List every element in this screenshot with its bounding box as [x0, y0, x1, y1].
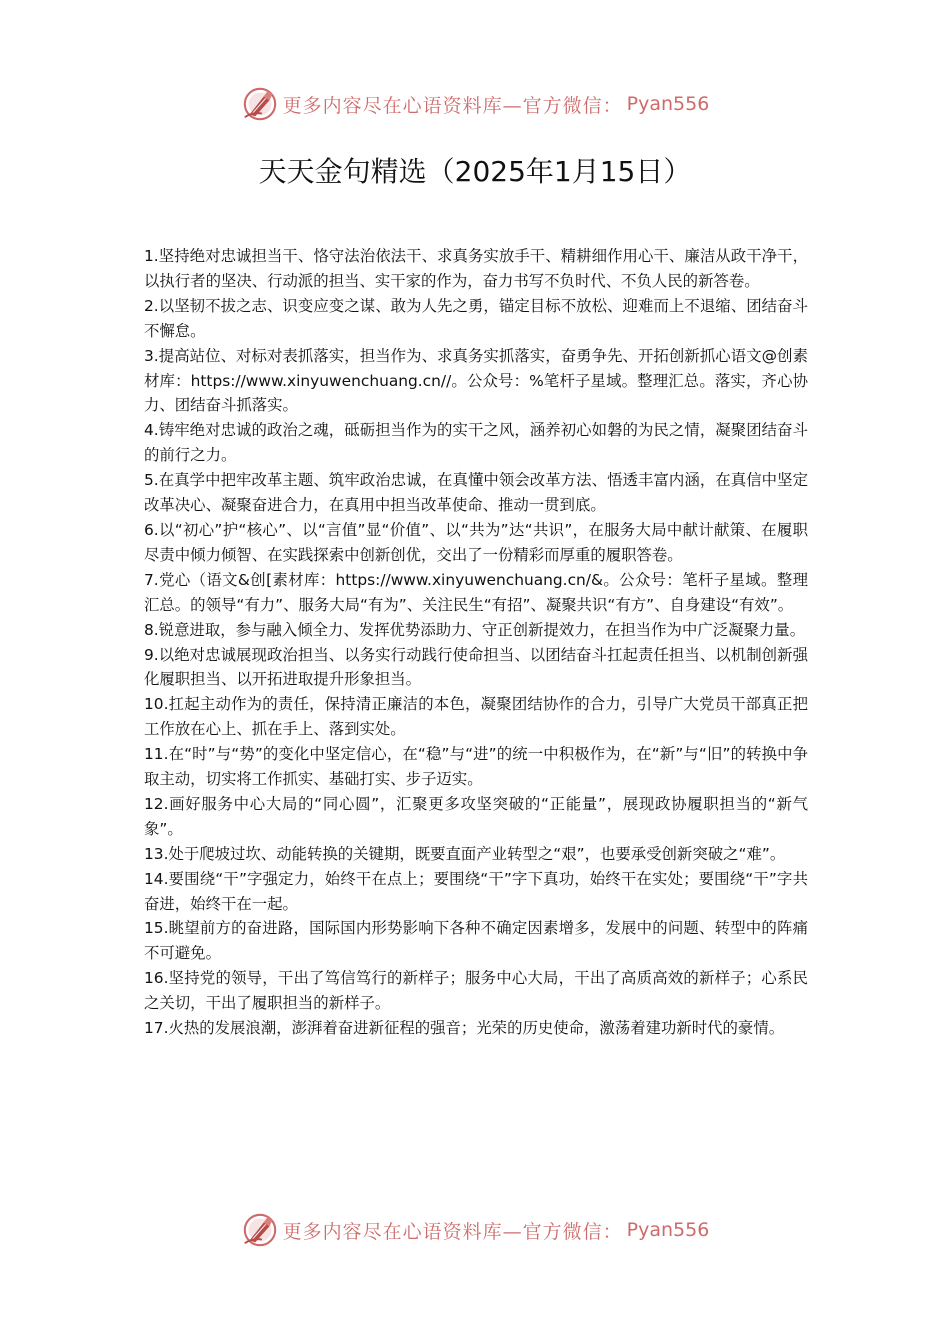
banner-wechat-id: Pyan556: [626, 1219, 710, 1241]
quote-item: 7.党心（语文&创[素材库：https://www.xinyuwenchuang.cn/&。公众号：笔杆子星域。整理汇总。的领导“有力”、服务大局“有为”、关注民生“有招”、凝聚共识“有方”、自身建设“有效”。: [144, 570, 808, 614]
quote-item: 4.铸牢绝对忠诚的政治之魂，砥砺担当作为的实干之风，涵养初心如磐的为民之情，凝聚团结奋斗的前行之力。: [144, 421, 808, 465]
banner-text: 更多内容尽在心语资料库—官方微信：: [282, 94, 623, 117]
quote-item: 13.处于爬坡过坎、动能转换的关键期，既要直面产业转型之“艰”，也要承受创新突破之“难”。: [144, 844, 786, 863]
footer-banner: [0, 1208, 950, 1252]
page-title: 天天金句精选（2025年1月15日）: [258, 155, 692, 188]
quote-item: 14.要围绕“干”字强定力，始终干在点上；要围绕“干”字下真功，始终干在实处；要围绕“干”字共奋进，始终干在一起。: [144, 869, 808, 913]
banner-text: 更多内容尽在心语资料库—官方微信：: [282, 1220, 623, 1243]
quote-item: 15.眺望前方的奋进路，国际国内形势影响下各种不确定因素增多，发展中的问题、转型中的阵痛不可避免。: [144, 919, 808, 963]
quote-item: 2.以坚韧不拔之志、识变应变之谋、敢为人先之勇，锚定目标不放松、迎难而上不退缩、团结奋斗不懈怠。: [144, 296, 808, 340]
quote-item: 17.火热的发展浪潮，澎湃着奋进新征程的强音；光荣的历史使命，激荡着建功新时代的豪情。: [144, 1019, 785, 1038]
quote-item: 3.提高站位、对标对表抓落实，担当作为、求真务实抓落实，奋勇争先、开拓创新抓心语文@创素材库：https://www.xinyuwenchuang.cn//。公众号：%笔杆子星域。整理汇总。落实，齐心协力、团结奋斗抓落实。: [144, 346, 808, 415]
quote-item: 8.锐意进取，参与融入倾全力、发挥优势添助力、守正创新提效力，在担当作为中广泛凝聚力量。: [144, 620, 806, 639]
quote-item: 5.在真学中把牢改革主题、筑牢政治忠诚，在真懂中领会改革方法、悟透丰富内涵，在真信中坚定改革决心、凝聚奋进合力，在真用中担当改革使命、推动一贯到底。: [144, 471, 808, 515]
quote-item: 10.扛起主动作为的责任，保持清正廉洁的本色，凝聚团结协作的合力，引导广大党员干部真正把工作放在心上、抓在手上、落到实处。: [144, 695, 808, 739]
banner-wechat-id: Pyan556: [626, 93, 710, 115]
pen-nib-logo-icon: [241, 85, 279, 123]
quote-item: 6.以“初心”护“核心”、以“言值”显“价值”、以“共为”达“共识”，在服务大局中献计献策、在履职尽责中倾力倾智、在实践探索中创新创优，交出了一份精彩而厚重的履职答卷。: [144, 520, 808, 564]
quote-item: 16.坚持党的领导，干出了笃信笃行的新样子；服务中心大局，干出了高质高效的新样子；心系民之关切，干出了履职担当的新样子。: [144, 969, 808, 1013]
quote-list: [144, 244, 808, 1041]
quote-item: 1.坚持绝对忠诚担当干、恪守法治依法干、求真务实放手干、精耕细作用心干、廉洁从政干净干，以执行者的坚决、行动派的担当、实干家的作为，奋力书写不负时代、不负人民的新答卷。: [144, 247, 808, 290]
quote-item: 11.在“时”与“势”的变化中坚定信心，在“稳”与“进”的统一中积极作为，在“新”与“旧”的转换中争取主动，切实将工作抓实、基础打实、步子迈实。: [144, 745, 808, 789]
quote-item: 12.画好服务中心大局的“同心圆”，汇聚更多攻坚突破的“正能量”，展现政协履职担当的“新气象”。: [144, 794, 808, 838]
header-banner: [0, 82, 950, 126]
quote-item: 9.以绝对忠诚展现政治担当、以务实行动践行使命担当、以团结奋斗扛起责任担当、以机制创新强化履职担当、以开拓进取提升形象担当。: [144, 645, 808, 689]
pen-nib-logo-icon: [241, 1211, 279, 1249]
